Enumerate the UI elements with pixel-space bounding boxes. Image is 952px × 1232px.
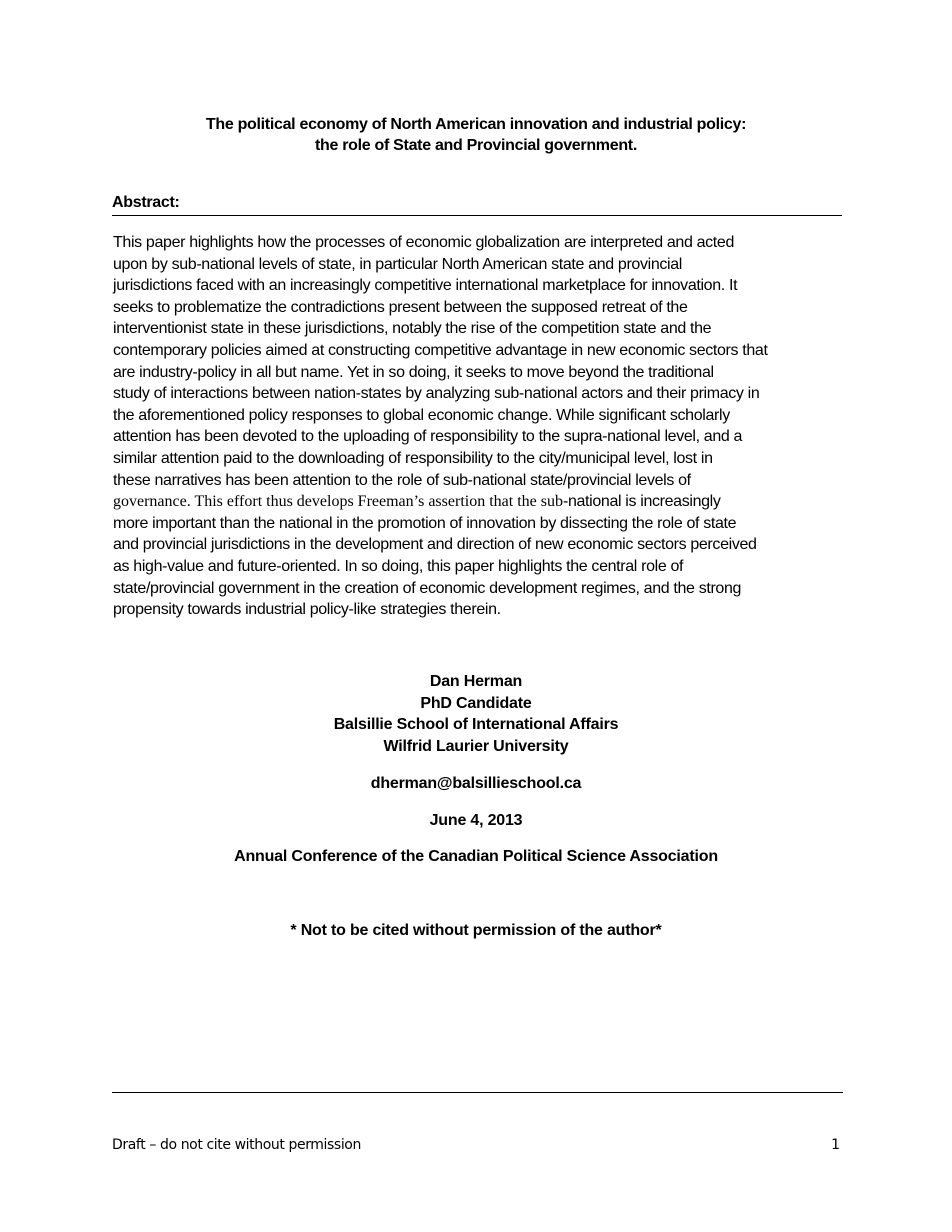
author-email: dherman@balsillieschool.ca: [370, 775, 582, 792]
abstract-heading: Abstract:: [112, 194, 180, 211]
abstract-line: similar attention paid to the downloading of responsibility to the city/municipal level, lost in: [113, 449, 713, 467]
paper-title: [112, 114, 840, 156]
abstract-line: upon by sub-national levels of state, in particular North American state and provincial: [113, 255, 682, 273]
abstract-serif-fragment: governance. This effort thus develops Freeman’s assertion that the sub: [113, 493, 563, 511]
citation-notice: * Not to be cited without permission of the author*: [290, 922, 662, 939]
paper-date: June 4, 2013: [429, 812, 523, 829]
paper-title-line-1: The political economy of North American innovation and industrial policy:: [205, 116, 747, 133]
footer-draft-note: Draft – do not cite without permission: [112, 1137, 361, 1153]
abstract-line: This paper highlights how the processes of economic globalization are interpreted and acted: [113, 234, 734, 251]
abstract-line: attention has been devoted to the uploading of responsibility to the supra-national level, and a: [113, 428, 743, 446]
abstract-line: more important than the national in the promotion of innovation by dissecting the role of state: [113, 514, 737, 532]
author-info: [112, 671, 840, 757]
abstract-sans-fragment: -national is increasingly: [562, 493, 721, 511]
abstract-line: the aforementioned policy responses to global economic change. While significant scholarly: [113, 406, 730, 424]
abstract-line: study of interactions between nation-states by analyzing sub-national actors and their primacy in: [113, 385, 760, 403]
abstract-line: are industry-policy in all but name. Yet in so doing, it seeks to move beyond the traditional: [113, 363, 714, 381]
abstract-body: [113, 232, 849, 621]
abstract-line: as high-value and future-oriented. In so doing, this paper highlights the central role of: [113, 557, 684, 575]
page-number: 1: [831, 1137, 840, 1153]
abstract-line: contemporary policies aimed at constructing competitive advantage in new economic sectors that: [113, 341, 768, 359]
abstract-line: and provincial jurisdictions in the development and direction of new economic sectors perceived: [113, 536, 757, 554]
footer-divider: [112, 1092, 843, 1093]
author-school: Balsillie School of International Affairs: [333, 716, 619, 733]
author-name: Dan Herman: [429, 673, 523, 690]
abstract-line-mixed-font: [113, 491, 849, 513]
abstract-line: jurisdictions faced with an increasingly competitive international marketplace for innovation. It: [113, 277, 738, 295]
abstract-line: these narratives has been attention to the role of sub-national state/provincial levels of: [113, 471, 691, 489]
abstract-line: interventionist state in these jurisdictions, notably the rise of the competition state and the: [113, 320, 712, 338]
paper-title-line-2: the role of State and Provincial government.: [315, 137, 637, 154]
author-position: PhD Candidate: [420, 694, 532, 712]
author-university: Wilfrid Laurier University: [383, 737, 569, 755]
conference-name: Annual Conference of the Canadian Political Science Association: [234, 848, 718, 865]
abstract-line: propensity towards industrial policy-like strategies therein.: [113, 601, 501, 619]
abstract-line: state/provincial government in the creation of economic development regimes, and the strong: [113, 579, 742, 597]
abstract-line: seeks to problematize the contradictions present between the supposed retreat of the: [113, 298, 688, 316]
abstract-divider: [112, 215, 842, 216]
